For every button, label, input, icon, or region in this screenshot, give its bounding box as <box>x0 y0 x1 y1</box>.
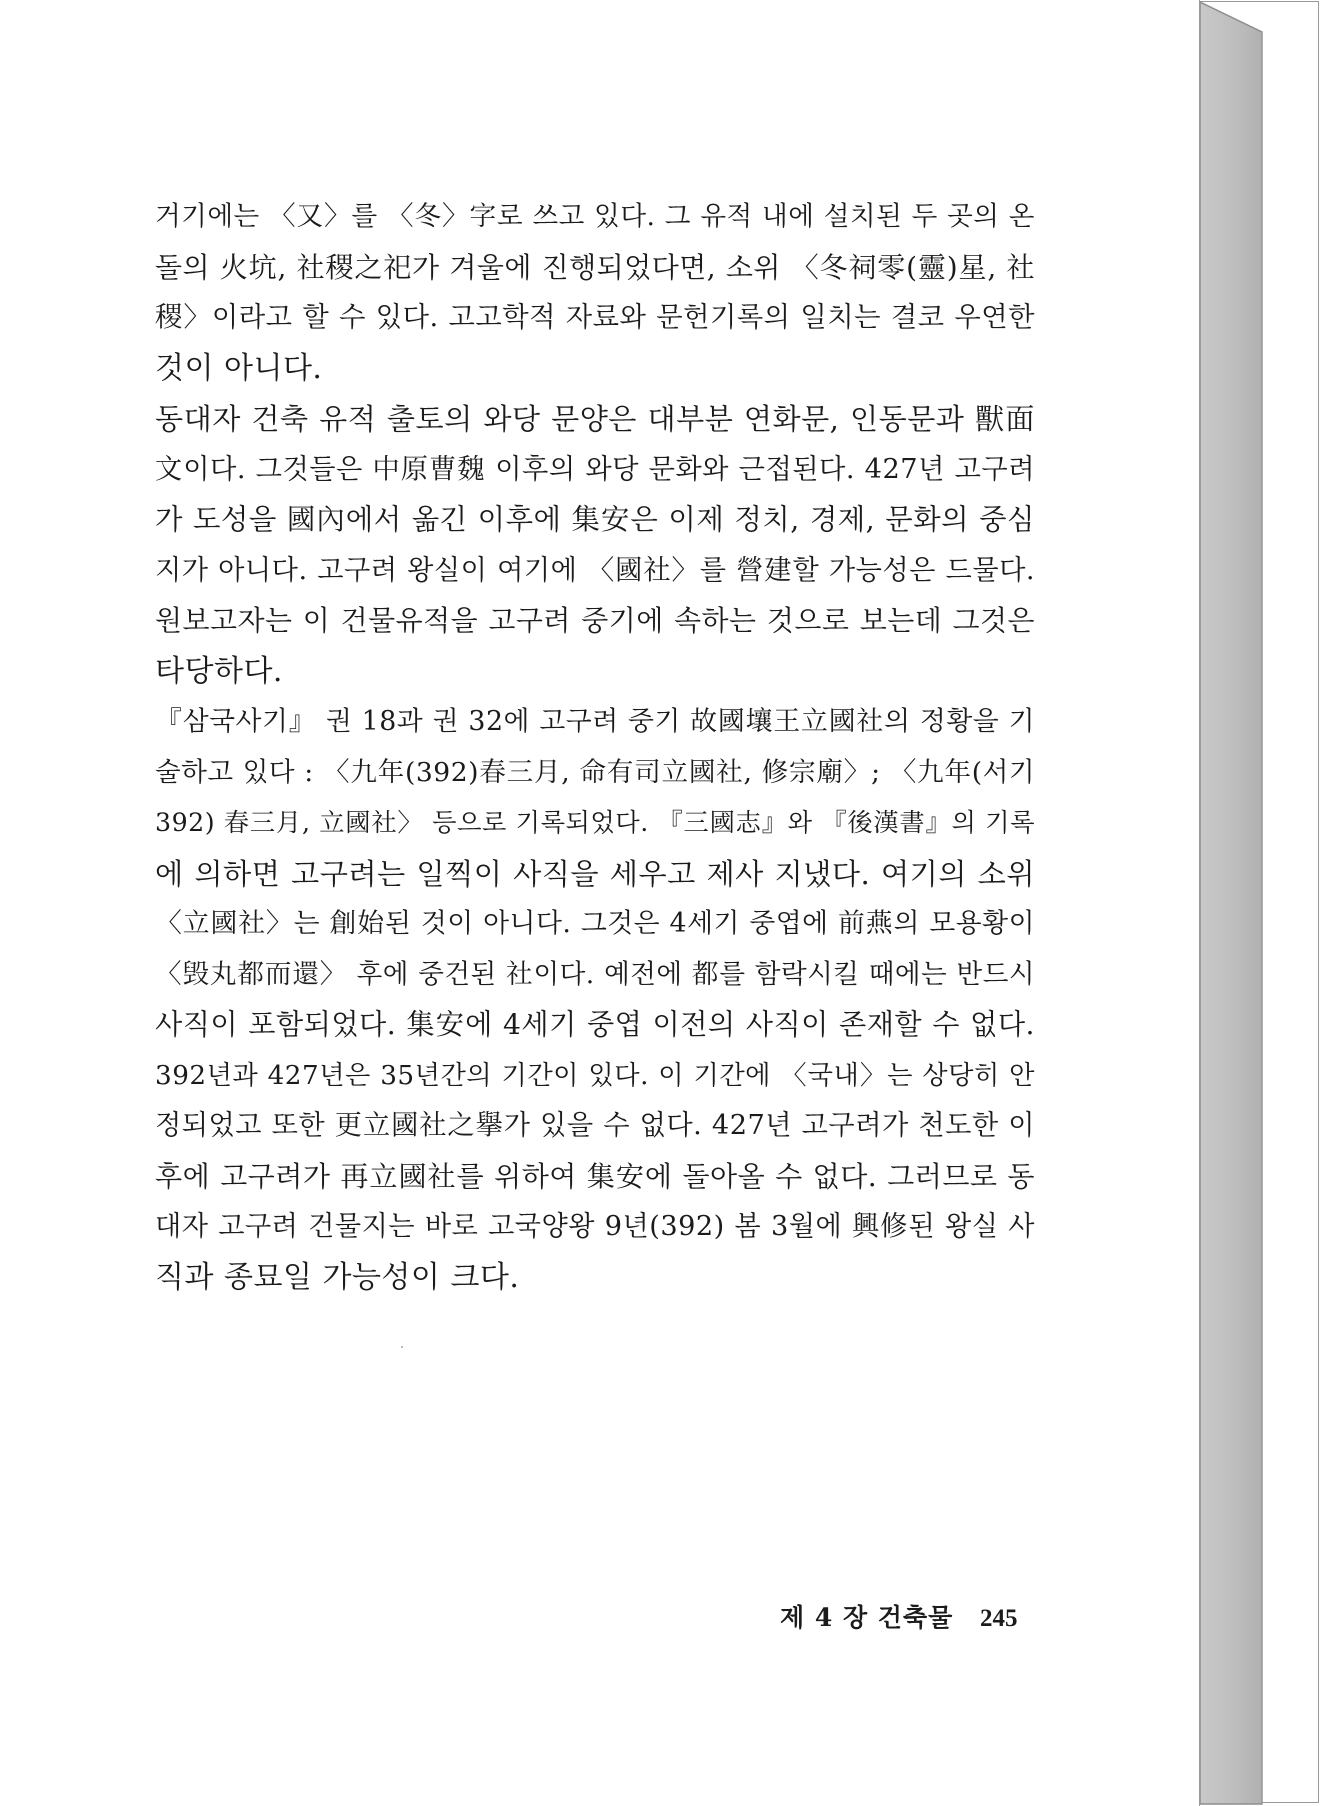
text-line: 돌의 火坑, 社稷之祀가 겨울에 진행되었다면, 소위 〈冬祠零(靈)星, 社 <box>155 250 1035 284</box>
text-line: 거기에는 〈又〉를 〈冬〉字로 쓰고 있다. 그 유적 내에 설치된 두 곳의 온 <box>155 201 1035 232</box>
text-line: 392) 春三月, 立國社〉 등으로 기록되었다. 『三國志』와 『後漢書』의 기록 <box>155 808 1035 837</box>
text-line: 에 의하면 고구려는 일찍이 사직을 세우고 제사 지냈다. 여기의 소위 <box>155 856 1035 891</box>
text-line: 가 도성을 國內에서 옮긴 이후에 集安은 이제 정치, 경제, 문화의 중심 <box>155 503 1035 536</box>
running-footer <box>780 1598 1017 1634</box>
paragraph-3 <box>155 697 1035 1303</box>
text-line: 〈毁丸都而還〉 후에 중건된 社이다. 예전에 都를 함락시킬 때에는 반드시 <box>155 958 1035 990</box>
text-line: 후에 고구려가 再立國社를 위하여 集安에 돌아올 수 없다. 그러므로 동 <box>155 1159 1035 1193</box>
text-line: 392년과 427년은 35년간의 기간이 있다. 이 기간에 〈국내〉는 상당히 안 <box>155 1060 1035 1091</box>
text-line: 〈立國社〉는 創始된 것이 아니다. 그것은 4세기 중엽에 前燕의 모용황이 <box>155 908 1035 939</box>
paragraph-1 <box>155 192 1035 394</box>
text-line: 직과 종묘일 가능성이 크다. <box>155 1259 520 1295</box>
page-number: 245 <box>979 1605 1018 1632</box>
text-line: 稷〉이라고 할 수 있다. 고고학적 자료와 문헌기록의 일치는 결코 우연한 <box>155 302 1035 333</box>
text-line: 『삼국사기』 권 18과 권 32에 고구려 중기 故國壤王立國社의 정황을 기 <box>155 706 1035 737</box>
text-line: 것이 아니다. <box>155 350 323 386</box>
body-text <box>155 192 1035 1303</box>
text-line: 지가 아니다. 고구려 왕실이 여기에 〈國社〉를 營建할 가능성은 드물다. <box>155 554 1035 586</box>
chapter-title: 제 4 장 건축물 <box>780 1603 954 1632</box>
text-line: 타당하다. <box>155 653 283 689</box>
text-line: 정되었고 또한 更立國社之擧가 있을 수 없다. 427년 고구려가 천도한 이 <box>155 1110 1035 1141</box>
text-line: 文이다. 그것들은 中原曹魏 이후의 와당 문화와 근접된다. 427년 고구려 <box>155 453 1035 485</box>
text-line: 대자 고구려 건물지는 바로 고국양왕 9년(392) 봄 3월에 興修된 왕실 사 <box>155 1211 1035 1242</box>
text-line: 원보고자는 이 건물유적을 고구려 중기에 속하는 것으로 보는데 그것은 <box>155 604 1035 637</box>
book-thickness-graphic <box>1200 0 1322 1806</box>
paragraph-2 <box>155 394 1035 697</box>
text-line: 술하고 있다 : 〈九年(392)春三月, 命有司立國社, 修宗廟〉; 〈九年(서기 <box>155 756 1035 788</box>
scan-speck <box>401 1346 403 1348</box>
text-line: 사직이 포함되었다. 集安에 4세기 중엽 이전의 사직이 존재할 수 없다. <box>155 1008 1035 1041</box>
text-line: 동대자 건축 유적 출토의 와당 문양은 대부분 연화문, 인동문과 獸面 <box>155 402 1035 436</box>
